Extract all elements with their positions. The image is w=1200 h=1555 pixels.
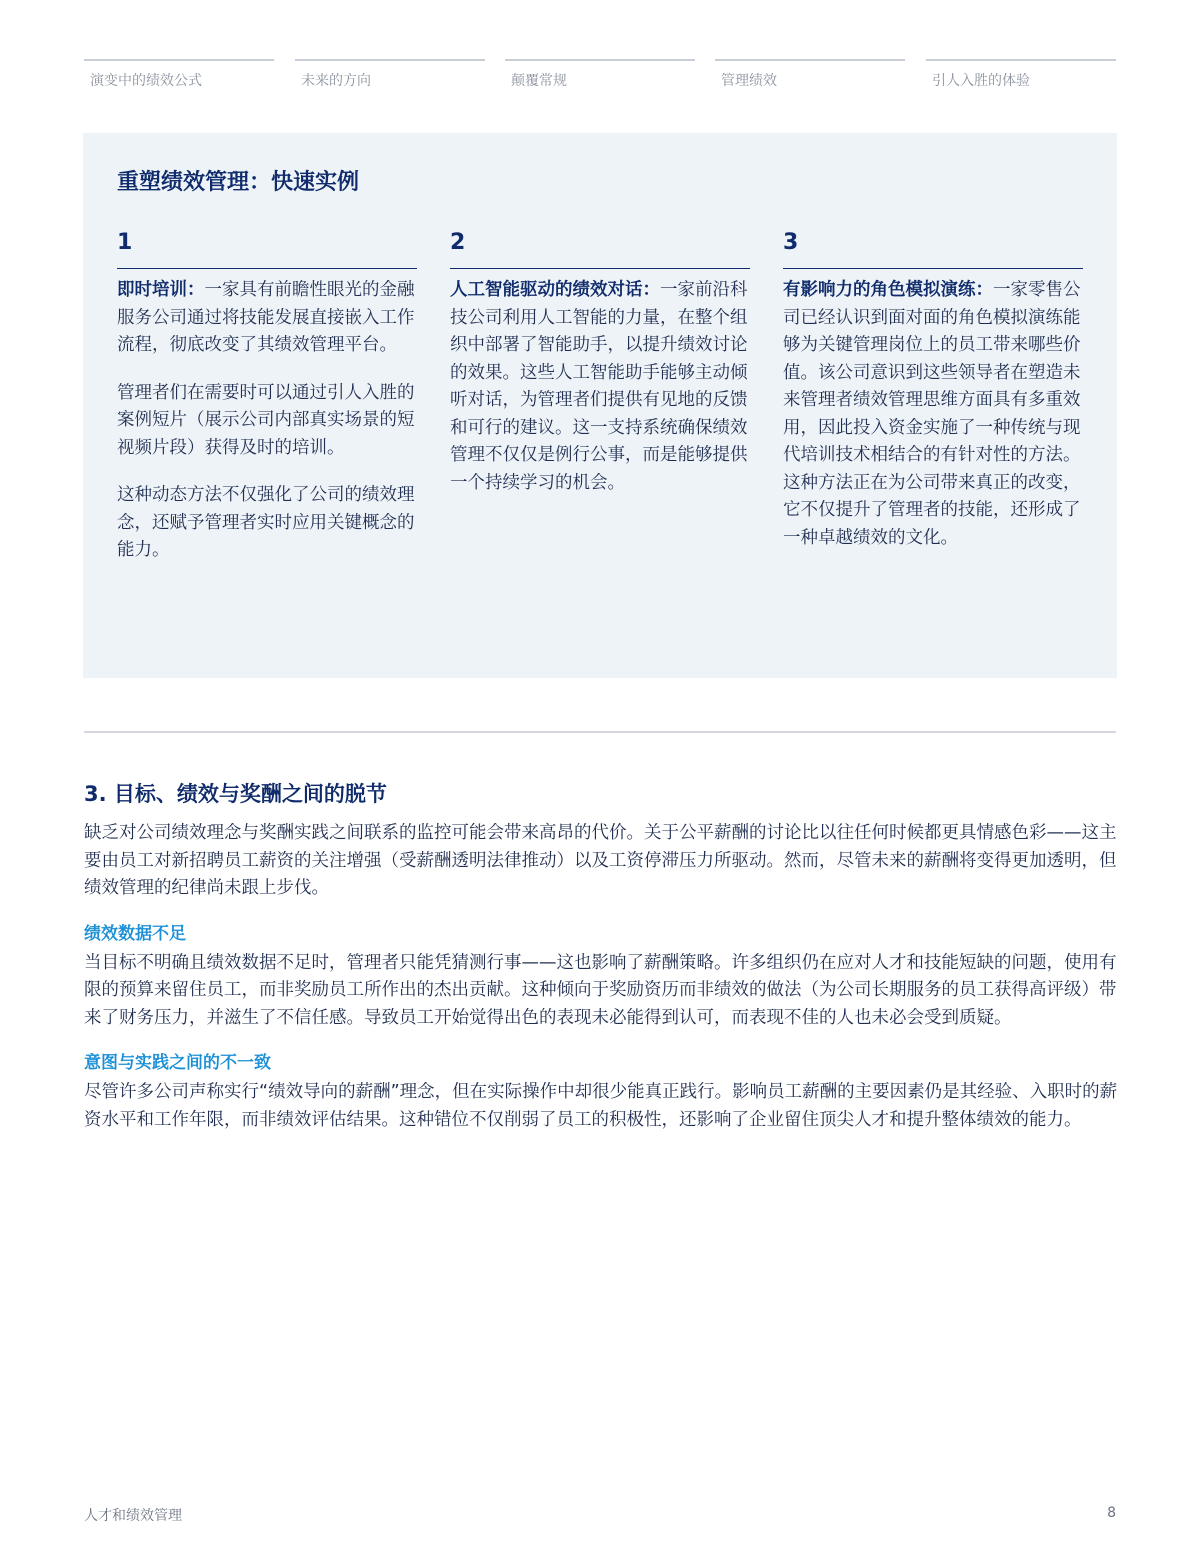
quick-examples-panel — [83, 133, 1117, 678]
example-column-3 — [783, 230, 1083, 572]
example-lead: 有影响力的角色模拟演练： — [783, 280, 993, 300]
tab-engaging-experience[interactable]: 引人入胜的体验 — [926, 59, 1116, 97]
section-divider — [84, 731, 1116, 733]
subheading-intent-practice-gap: 意图与实践之间的不一致 — [84, 1053, 271, 1073]
example-paragraph: 有影响力的角色模拟演练：一家零售公司已经认识到面对面的角色模拟演练能够为关键管理岗位上的员工带来哪些价值。该公司意识到这些领导者在塑造未来管理者绩效管理思维方面具有多重效用，因此投入资金实施了一种传统与现代培训技术相结合的有针对性的方法。这种方法正在为公司带来真正的改变，它不仅提升了管理者的技能，还形成了一种卓越绩效的文化。 — [783, 280, 1081, 548]
column-rule — [117, 268, 417, 269]
section-3 — [84, 778, 1118, 1150]
tab-manage-performance[interactable]: 管理绩效 — [715, 59, 905, 97]
example-column-2 — [450, 230, 750, 517]
top-navigation — [84, 59, 1116, 99]
section-heading: 3. 目标、绩效与奖酬之间的脱节 — [84, 782, 387, 806]
page-number: 8 — [1107, 1505, 1116, 1521]
example-column-1 — [117, 230, 417, 585]
example-paragraph: 人工智能驱动的绩效对话：一家前沿科技公司利用人工智能的力量，在整个组织中部署了智能助手，以提升绩效讨论的效果。这些人工智能助手能够主动倾听对话，为管理者们提供有见地的反馈和可行的建议。这一支持系统确保绩效管理不仅仅是例行公事，而是能够提供一个持续学习的机会。 — [450, 280, 748, 493]
tab-evolving-performance-formula[interactable]: 演变中的绩效公式 — [84, 59, 274, 97]
example-lead: 即时培训： — [117, 280, 205, 300]
example-number: 1 — [117, 230, 133, 255]
example-paragraph: 这种动态方法不仅强化了公司的绩效理念，还赋予管理者实时应用关键概念的能力。 — [117, 485, 415, 560]
column-rule — [450, 268, 750, 269]
tab-disrupt-convention[interactable]: 颠覆常规 — [505, 59, 695, 97]
paragraph-intent-practice-gap: 尽管许多公司声称实行“绩效导向的薪酬”理念，但在实际操作中却很少能真正践行。影响员工薪酬的主要因素仍是其经验、入职时的薪资水平和工作年限，而非绩效评估结果。这种错位不仅削弱了员工的积极性，还影响了企业留住顶尖人才和提升整体绩效的能力。 — [84, 1082, 1118, 1130]
example-paragraph: 管理者们在需要时可以通过引人入胜的案例短片（展示公司内部真实场景的短视频片段）获得及时的培训。 — [117, 382, 415, 458]
footer-title: 人才和绩效管理 — [84, 1508, 182, 1524]
example-lead: 人工智能驱动的绩效对话： — [450, 280, 660, 300]
subheading-insufficient-data: 绩效数据不足 — [84, 923, 186, 944]
example-number: 3 — [783, 230, 799, 255]
column-rule — [783, 268, 1083, 269]
example-number: 2 — [450, 230, 466, 255]
example-paragraph: 即时培训：一家具有前瞻性眼光的金融服务公司通过将技能发展直接嵌入工作流程，彻底改变了其绩效管理平台。 — [117, 280, 415, 355]
paragraph-insufficient-data: 当目标不明确且绩效数据不足时，管理者只能凭猜测行事——这也影响了薪酬策略。许多组织仍在应对人才和技能短缺的问题，使用有限的预算来留住员工，而非奖励员工所作出的杰出贡献。这种倾向于奖励资历而非绩效的做法（为公司长期服务的员工获得高评级）带来了财务压力，并滋生了不信任感。导致员工开始觉得出色的表现未必能得到认可，而表现不佳的人也未必会受到质疑。 — [84, 952, 1117, 1028]
panel-title: 重塑绩效管理：快速实例 — [117, 170, 360, 195]
section-intro: 缺乏对公司绩效理念与奖酬实践之间联系的监控可能会带来高昂的代价。关于公平薪酬的讨论比以往任何时候都更具情感色彩——这主要由员工对新招聘员工薪资的关注增强（受薪酬透明法律推动）以及工资停滞压力所驱动。然而，尽管未来的薪酬将变得更加透明，但绩效管理的纪律尚未跟上步伐。 — [84, 823, 1117, 898]
tab-future-direction[interactable]: 未来的方向 — [295, 59, 485, 97]
